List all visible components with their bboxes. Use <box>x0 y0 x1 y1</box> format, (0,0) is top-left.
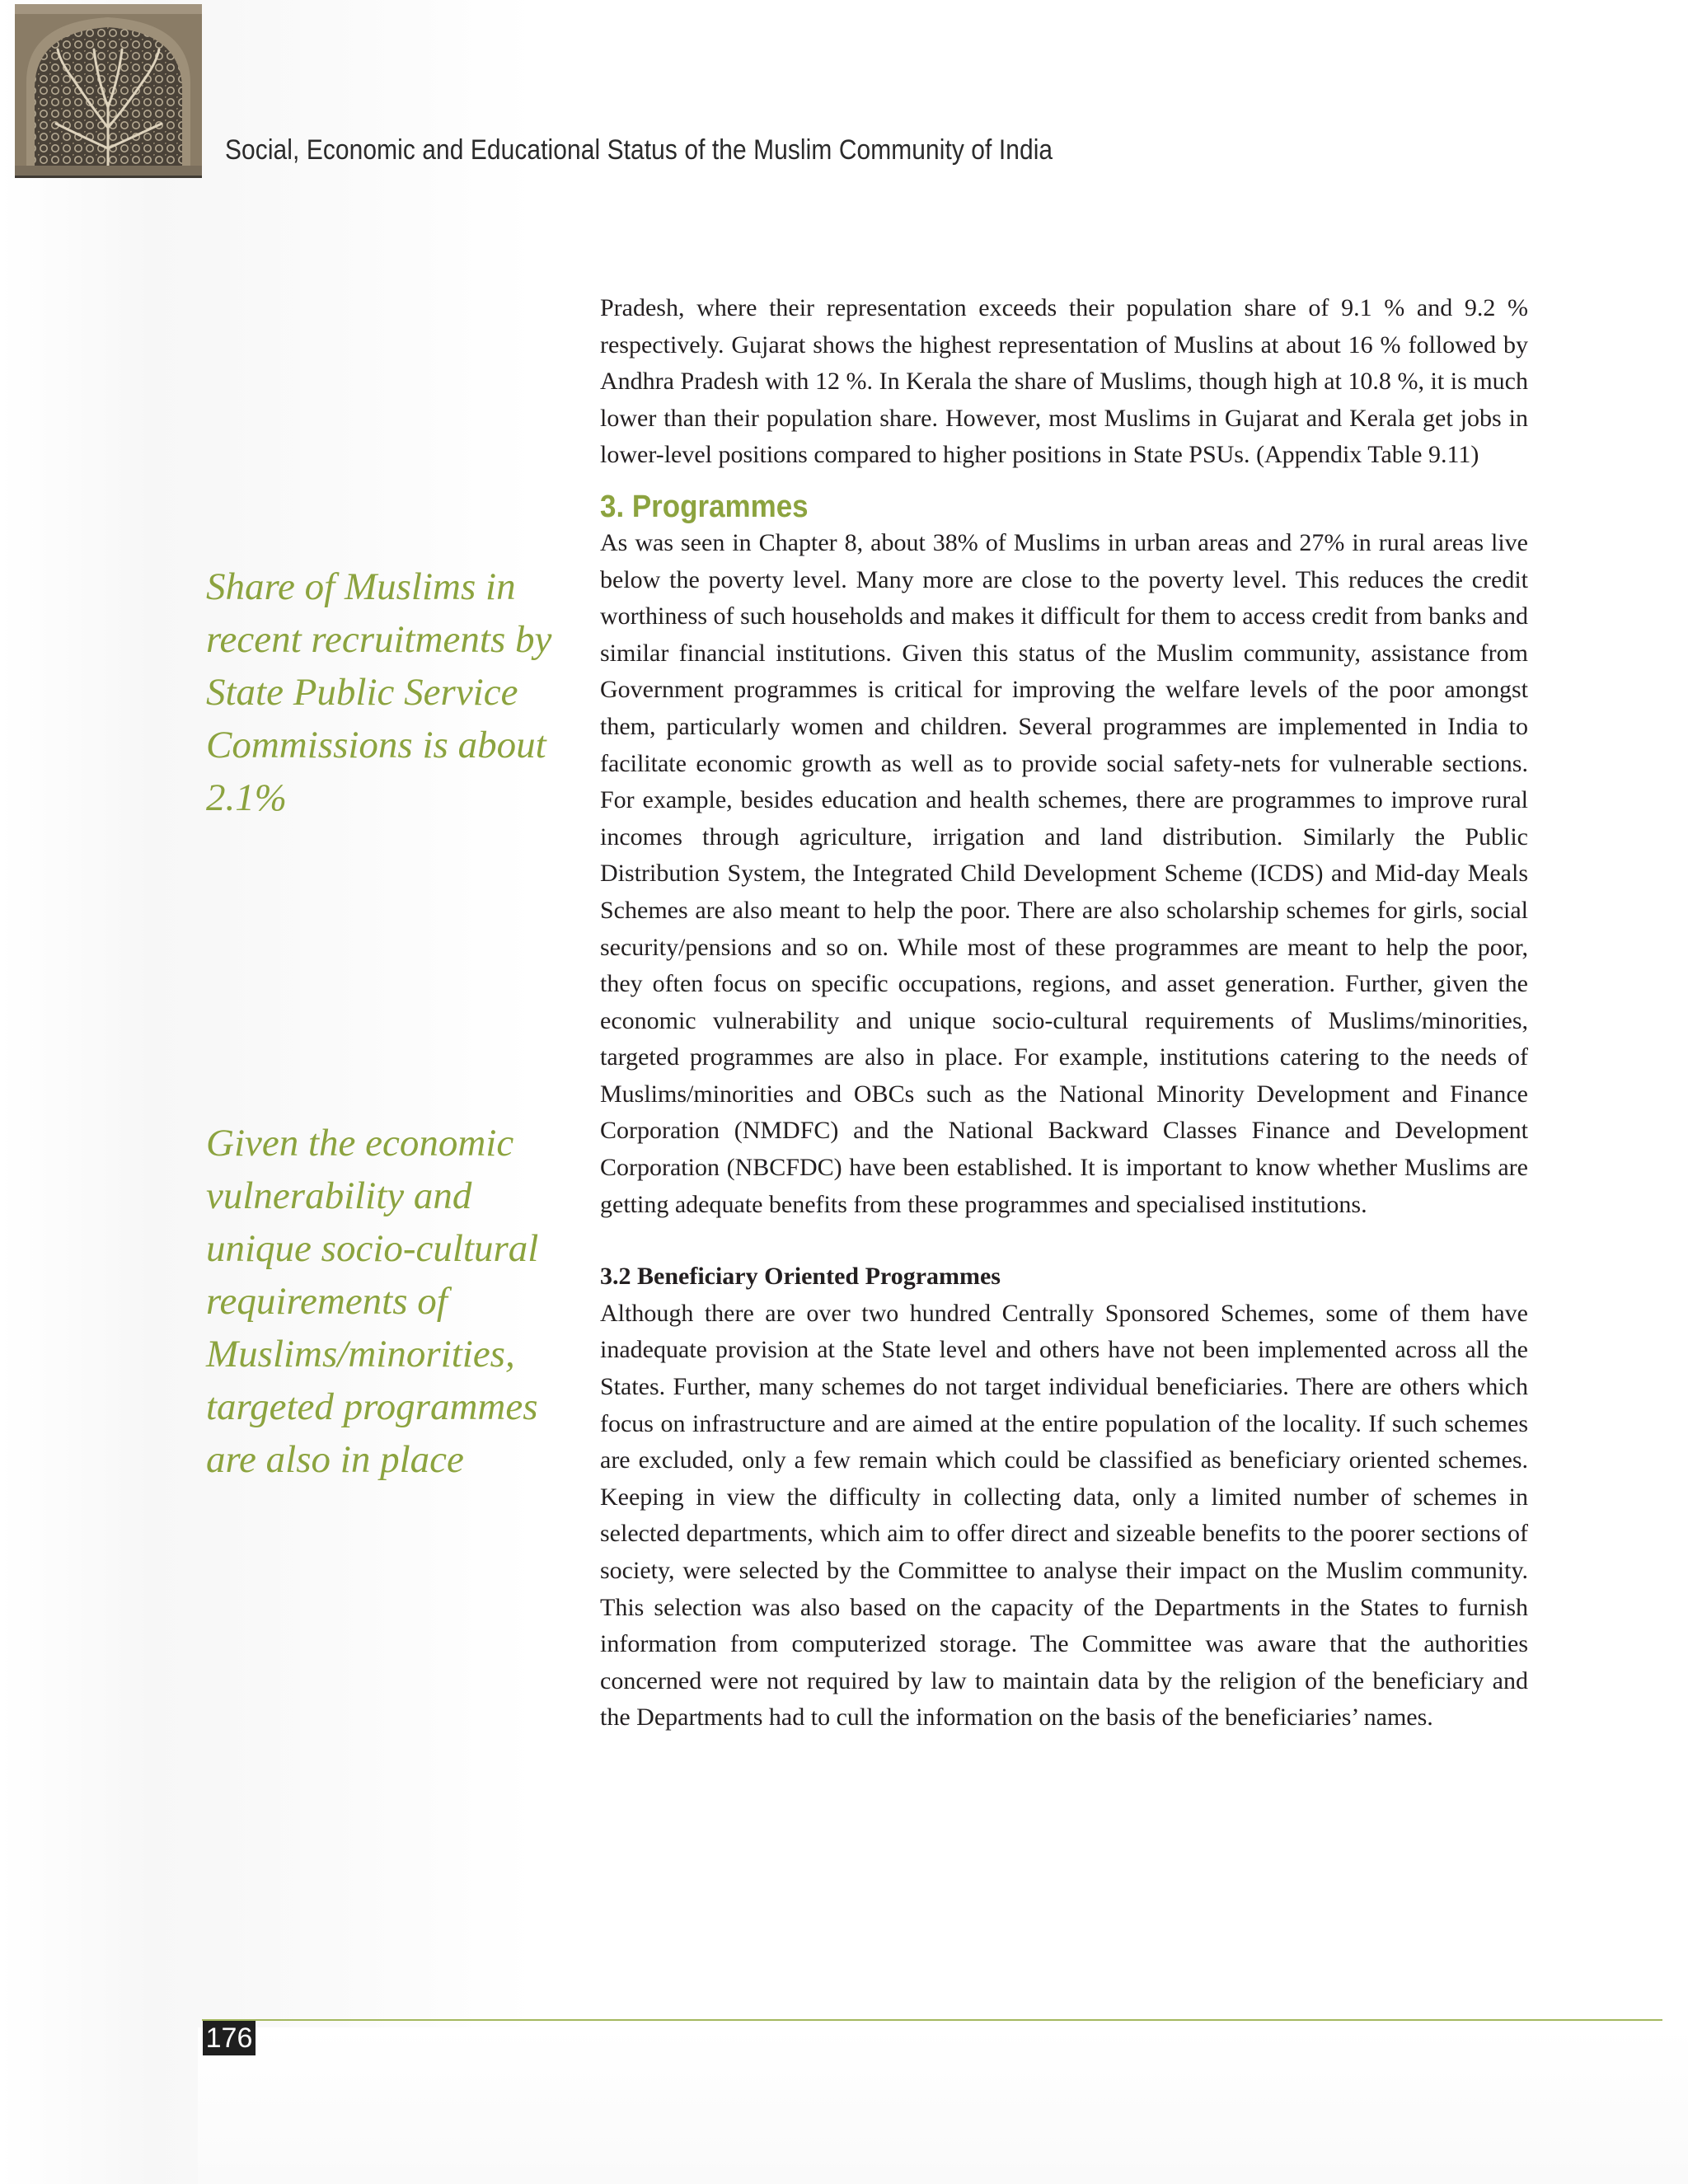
section-heading: 3. Programmes <box>600 489 809 524</box>
lattice-window-icon <box>15 4 202 177</box>
header-rule <box>15 176 202 178</box>
main-text-column <box>600 290 1528 1736</box>
subsection-heading: 3.2 Beneficiary Oriented Programmes <box>600 1263 1001 1291</box>
page-number: 176 <box>203 2021 256 2055</box>
pullquote-recruitment: Share of Muslims in recent recruitments by State Public Service Commissions is about 2.1% <box>206 565 552 819</box>
intro-paragraph: Pradesh, where their representation exceeds their population share of 9.1 % and 9.2 % respectively. Gujarat shows the highest representation of Muslins at about 16 % followed by Andhra Pradesh with 12 %. In Kerala the share of Muslims, though high at 10.8 %, it is much lower than their population share. However, most Muslims in Gujarat and Kerala get jobs in lower-level positions compared to higher positions in State PSUs. (Appendix Table 9.11) <box>600 294 1528 469</box>
running-title: Social, Economic and Educational Status of the Muslim Community of India <box>225 134 1053 166</box>
footer-rule <box>202 2019 1662 2021</box>
programmes-paragraph: As was seen in Chapter 8, about 38% of Muslims in urban areas and 27% in rural areas live below the poverty level. Many more are close to the poverty level. This reduces the credit worthiness of such households and makes it difficult for them to access credit from banks and similar financial institutions. Given this status of the Muslim community, assistance from Government programmes is critical for improving the welfare levels of the poor amongst them, particularly women and children. Several programmes are implemented in India to facilitate economic growth as well as to provide social safety-nets for vulnerable sections. For example, besides education and health schemes, there are programmes to improve rural incomes through agriculture, irrigation and land distribution. Similarly the Public Distribution System, the Integrated Child Development Scheme (ICDS) and Mid-day Meals Schemes are also meant to help the poor. There are also scholarship schemes for girls, social security/pensions and so on. While most of these programmes are meant to help the poor, they often focus on specific occupations, regions, and asset generation. Further, given the economic vulnerability and unique socio-cultural requirements of Muslims/minorities, targeted programmes are also in place. For example, institutions catering to the needs of Muslims/minorities and OBCs such as the National Minority Development and Finance Corporation (NMDFC) and the National Backward Classes Finance and Development Corporation (NBCFDC) have been established. It is important to know whether Muslims are getting adequate benefits from these programmes and specialised institutions. <box>600 528 1528 1218</box>
beneficiary-paragraph: Although there are over two hundred Centrally Sponsored Schemes, some of them have inadequate provision at the State level and others have not been implemented across all the States. Further, many schemes do not target individual beneficiaries. There are others which focus on infrastructure and are aimed at the entire population of the locality. If such schemes are excluded, only a few remain which could be classified as beneficiary oriented schemes. Keeping in view the difficulty in collecting data, only a limited number of schemes in selected departments, which aim to offer direct and sizeable benefits to the poorer sections of society, were selected by the Committee to analyse their impact on the Muslim community. This selection was also based on the capacity of the Departments in the States to furnish information from computerized storage. The Committee was aware that the authorities concerned were not required by law to maintain data by the religion of the beneficiary and the Departments had to cull the information on the basis of the beneficiaries’ names. <box>600 1299 1528 1732</box>
margin-shade <box>0 0 536 2184</box>
pullquote-targeted-programmes: Given the economic vulnerability and unique socio-cultural requirements of Muslims/minorities, targeted programmes are also in place <box>206 1122 539 1481</box>
footer-shade <box>198 2027 1688 2184</box>
